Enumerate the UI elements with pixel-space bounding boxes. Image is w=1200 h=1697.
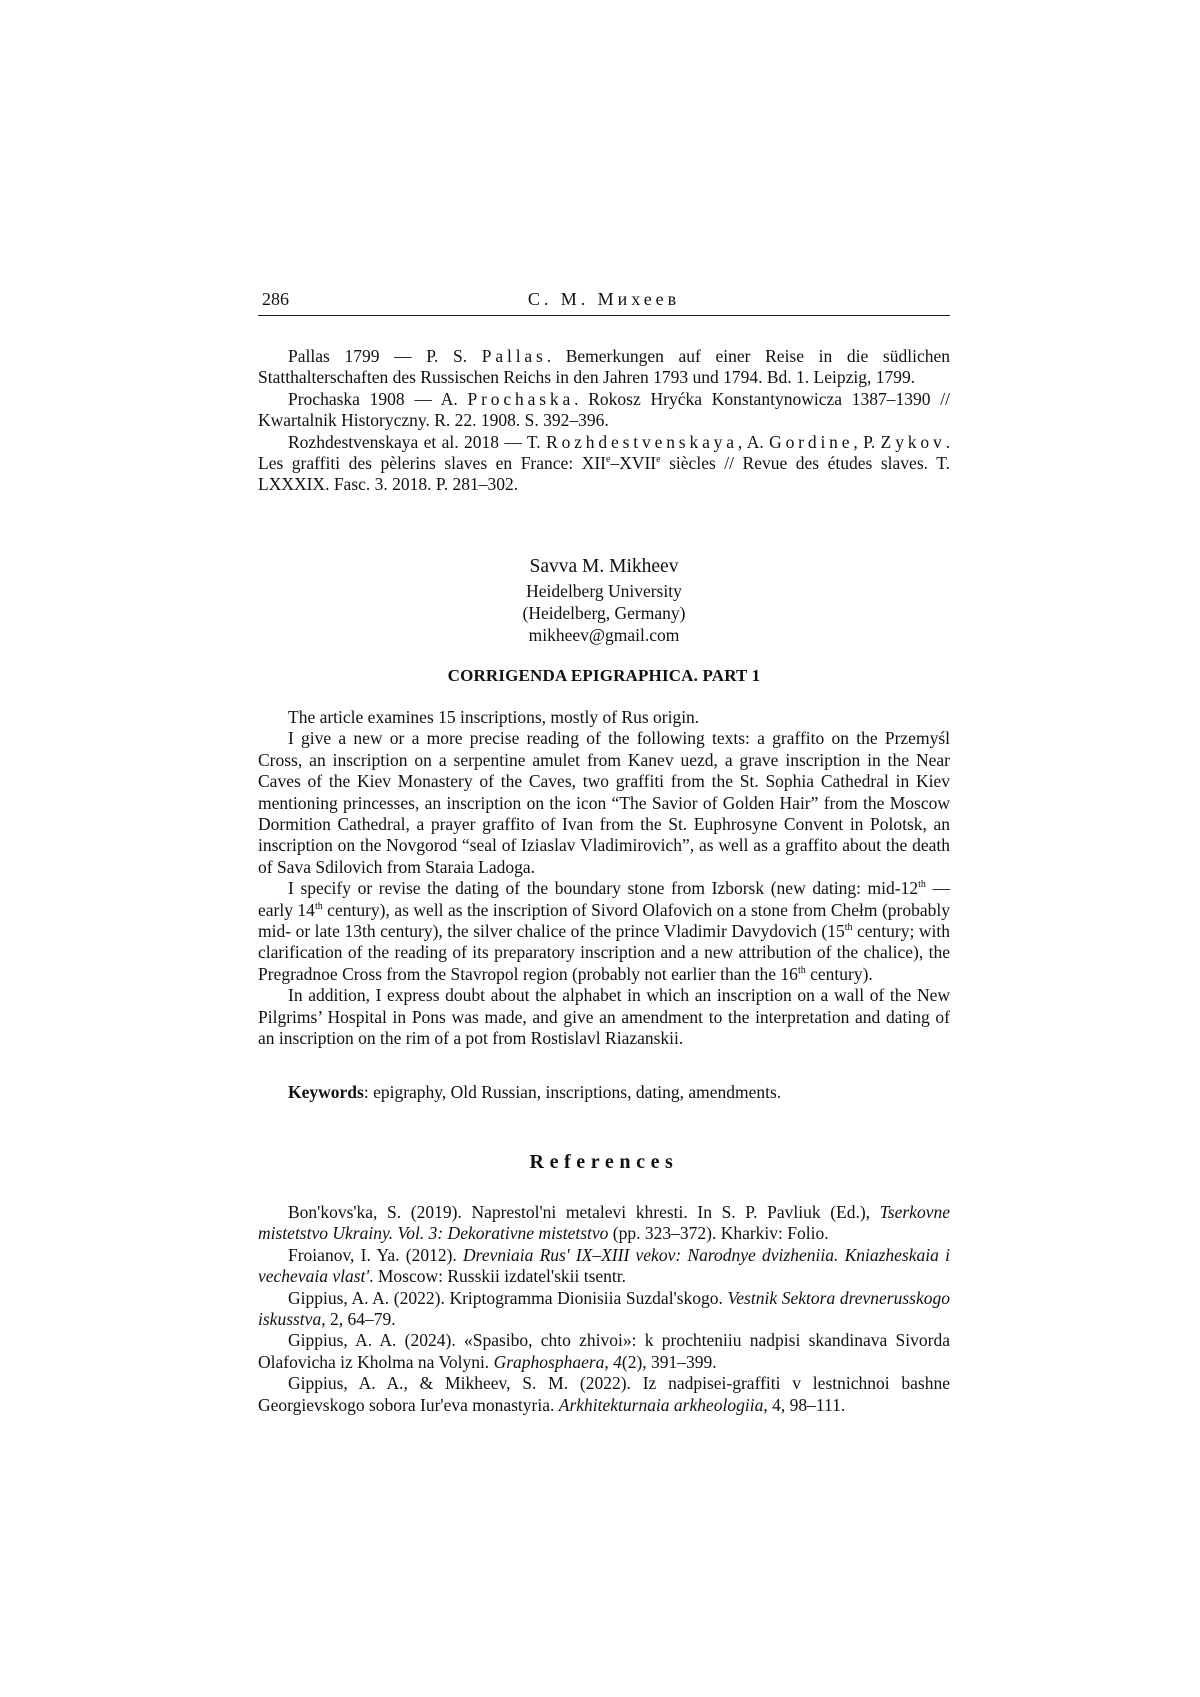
running-header bbox=[258, 289, 950, 316]
reference-entry: Gippius, A. A. (2024). «Spasibo, chto zhivoi»: k prochteniiu nadpisi skandinava Sivorda Olafovicha iz Kholma na Volyni. Graphosphaera, 4(2), 391–399. bbox=[258, 1330, 950, 1372]
reference-entry: Rozhdestvenskaya et al. 2018 — T. Rozhdestvenskaya, A. Gordine, P. Zykov. Les graffiti des pèlerins slaves en France: XIIe–XVIIe siècles // Revue des études slaves. T. LXXXIX. Fasc. 3. 2018. P. 281–302. bbox=[258, 431, 950, 495]
abstract-paragraph: I specify or revise the dating of the boundary stone from Izborsk (new dating: mid-12th — early 14th century), as well as the inscription of Sivord Olafovich on a stone from Chełm (probably mid- or late 13th century), the silver chalice of the prince Vladimir Davydovich (15th century; with clarification of the reading of its preparatory inscription and a new attribution of the chalice), the Pregradnoe Cross from the Stavropol region (probably not earlier than the 16th century). bbox=[258, 878, 951, 984]
running-head-author: С. М. Михеев bbox=[527, 289, 681, 309]
abstract-paragraph: In addition, I express doubt about the alphabet in which an inscription on a wall of the New Pilgrims’ Hospital in Pons was made, and give an amendment to the interpretation and dating of an inscription on the rim of a pot from Rostislavl Riazanskii. bbox=[258, 985, 950, 1049]
reference-entry: Gippius, A. A. (2022). Kriptogramma Dionisiia Suzdal'skogo. Vestnik Sektora drevnerusskogo iskusstva, 2, 64–79. bbox=[258, 1287, 950, 1330]
author-location: (Heidelberg, Germany) bbox=[522, 603, 686, 623]
author-affiliation: Heidelberg University bbox=[526, 581, 682, 601]
references-heading: References bbox=[529, 1151, 679, 1173]
reference-entry: Prochaska 1908 — A. Prochaska. Rokosz Hryćka Konstantynowicza 1387–1390 // Kwartalnik Historyczny. R. 22. 1908. S. 392–396. bbox=[258, 388, 950, 431]
abstract-paragraph: I give a new or a more precise reading of the following texts: a graffito on the Przemyśl Cross, an inscription on a serpentine amulet from Kanev uezd, a grave inscription in the Near Caves of the Kiev Monastery of the Caves, two graffiti from the St. Sophia Cathedral in Kiev mentioning princesses, an inscription on the icon “The Savior of Golden Hair” from the Moscow Dormition Cathedral, a prayer graffito of Ivan from the St. Euphrosyne Convent in Polotsk, an inscription on the Novgorod “seal of Iziaslav Vladimirovich”, as well as a graffito about the death of Sava Sdilovich from Staraia Ladoga. bbox=[258, 728, 950, 877]
keywords bbox=[258, 1082, 950, 1103]
reference-entry: Gippius, A. A., & Mikheev, S. M. (2022). Iz nadpisei-graffiti v lestnichnoi bashne Georgievskogo sobora Iur'eva monastyria. Arkhitekturnaia arkheologiia, 4, 98–111. bbox=[258, 1373, 950, 1415]
author-block bbox=[258, 554, 950, 646]
top-references-list bbox=[258, 346, 950, 496]
references-list bbox=[258, 1202, 950, 1416]
author-email: mikheev@gmail.com bbox=[528, 625, 680, 645]
reference-entry: Bon'kovs'ka, S. (2019). Naprestol'ni metalevi khresti. In S. P. Pavliuk (Ed.), Tserkovne mistetstvo Ukrainy. Vol. 3: Dekorativne mistetstvo (pp. 323–372). Kharkiv: Folio. bbox=[258, 1202, 950, 1244]
abstract-paragraph: The article examines 15 inscriptions, mostly of Rus origin. bbox=[288, 707, 700, 727]
abstract bbox=[258, 707, 950, 1050]
reference-entry: Froianov, I. Ya. (2012). Drevniaia Rus' IX–XIII vekov: Narodnye dvizheniia. Kniazheskaia i vechevaia vlast'. Moscow: Russkii izdatel'skii tsentr. bbox=[258, 1244, 950, 1287]
keywords-text: : epigraphy, Old Russian, inscriptions, dating, amendments. bbox=[363, 1082, 782, 1102]
author-name: Savva M. Mikheev bbox=[529, 556, 679, 577]
article-title: CORRIGENDA EPIGRAPHICA. PART 1 bbox=[447, 666, 761, 685]
reference-entry: Pallas 1799 — P. S. Pallas. Bemerkungen auf einer Reise in die südlichen Statthalterschaften des Russischen Reichs in den Jahren 1793 und 1794. Bd. 1. Leipzig, 1799. bbox=[258, 346, 950, 388]
page-number: 286 bbox=[262, 289, 289, 309]
keywords-label: Keywords bbox=[288, 1082, 364, 1102]
